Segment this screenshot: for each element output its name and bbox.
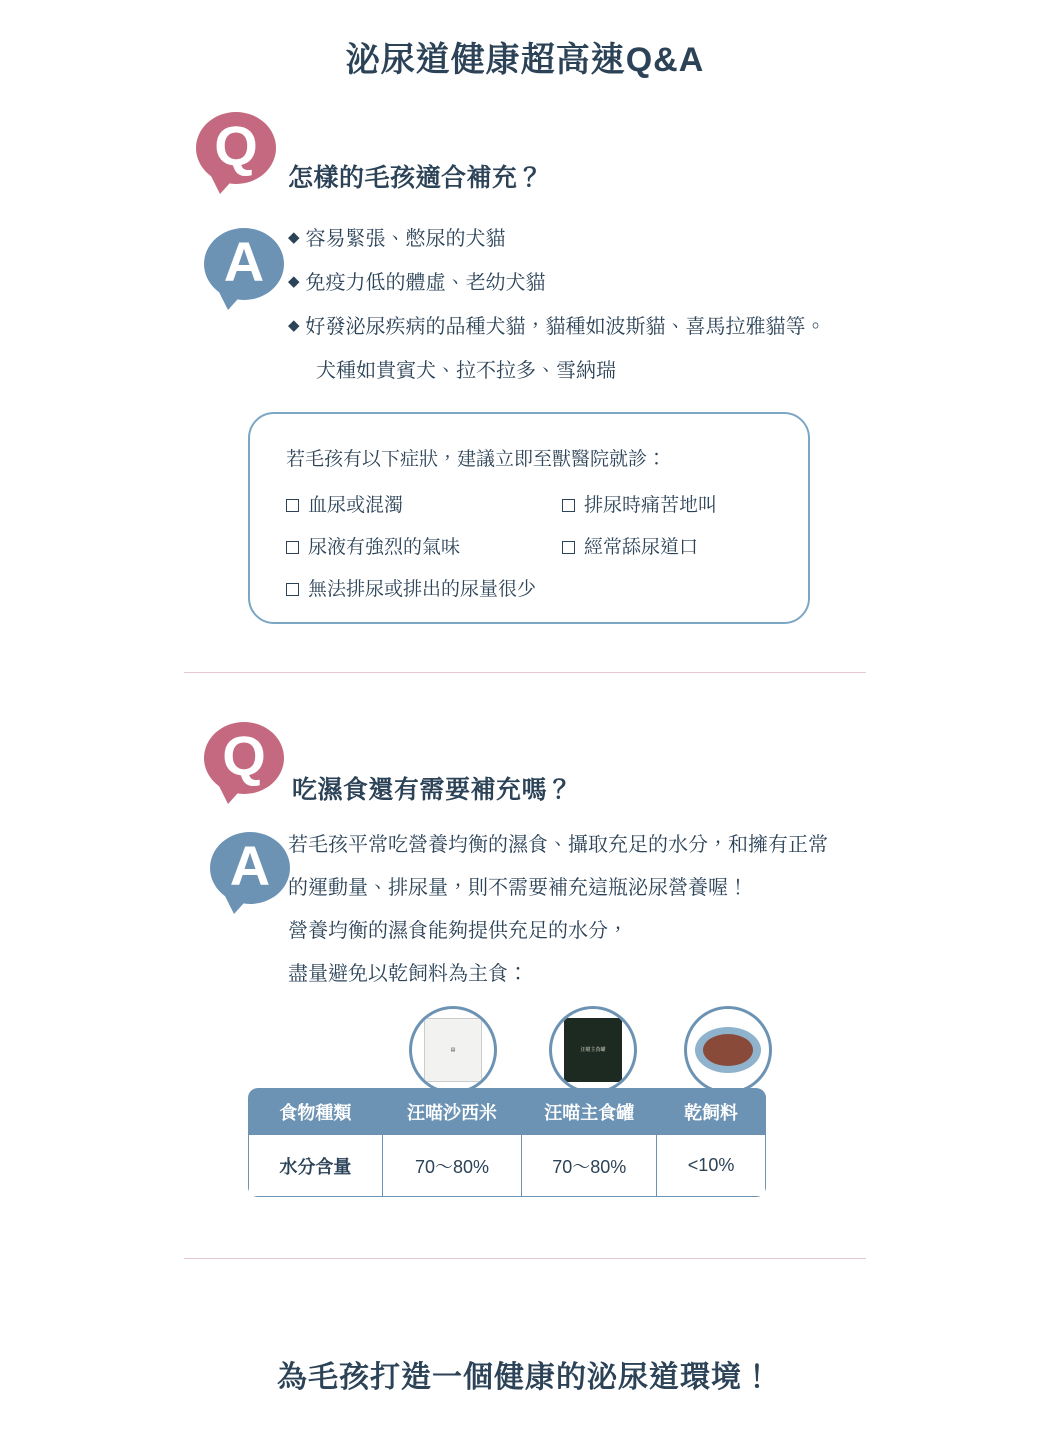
- table-cell: 70〜80%: [382, 1135, 522, 1197]
- page-title: 泌尿道健康超高速Q&A: [345, 41, 705, 79]
- question-bubble-1: [196, 112, 276, 184]
- section-divider-1: [184, 672, 866, 673]
- table-row-label: 水分含量: [249, 1135, 383, 1197]
- checkbox-icon[interactable]: [562, 541, 575, 554]
- product-image-sashimi: [409, 1006, 497, 1094]
- answer-item-label: 免疫力低的體虛、老幼犬貓: [305, 272, 546, 294]
- symptom-item-label: 無法排尿或排出的尿量很少: [308, 579, 537, 600]
- symptom-item: [286, 532, 460, 559]
- symptom-item-label: 血尿或混濁: [308, 495, 404, 516]
- symptom-item: [286, 490, 403, 517]
- answer-paragraph-2: [288, 824, 828, 996]
- diamond-bullet-icon: ◆: [288, 273, 300, 290]
- answer-bubble-1: [204, 228, 284, 300]
- symptom-box: [248, 412, 810, 624]
- sashimi-package-icon: ▤: [424, 1018, 482, 1082]
- water-content-table: [248, 1088, 766, 1197]
- answer-paragraph-line: 的運動量、排尿量，則不需要補充這瓶泌尿營養喔！: [288, 877, 748, 899]
- answer-bubble-letter-2: A: [229, 834, 271, 897]
- product-image-dry-food: [684, 1006, 772, 1094]
- answer-item: [288, 306, 826, 350]
- wet-can-package-icon: 汪喵主食罐: [564, 1018, 622, 1082]
- answer-item-label: 好發泌尿疾病的品種犬貓，貓種如波斯貓、喜馬拉雅貓等。: [305, 316, 826, 338]
- checkbox-icon[interactable]: [562, 499, 575, 512]
- table-header-cell: 汪喵沙西米: [382, 1089, 522, 1135]
- diamond-bullet-icon: ◆: [288, 317, 300, 334]
- answer-item: [288, 218, 826, 262]
- answer-item: [288, 262, 826, 306]
- table-header-cell: 汪喵主食罐: [522, 1089, 657, 1135]
- answer-item-continuation: 犬種如貴賓犬、拉不拉多、雪納瑞: [316, 360, 616, 382]
- symptom-item: [562, 490, 717, 517]
- question-bubble-2: [204, 722, 284, 794]
- answer-list-1: [288, 218, 826, 392]
- answer-item-label: 容易緊張、憋尿的犬貓: [305, 228, 506, 250]
- answer-paragraph-line: 營養均衡的濕食能夠提供充足的水分，: [288, 920, 628, 942]
- symptom-item-label: 經常舔尿道口: [584, 537, 699, 558]
- checkbox-icon[interactable]: [286, 541, 299, 554]
- section-divider-2: [184, 1258, 866, 1259]
- table-header-cell: 食物種類: [249, 1089, 383, 1135]
- diamond-bullet-icon: ◆: [288, 229, 300, 246]
- table-row: [249, 1135, 766, 1197]
- dry-food-bowl-icon: [695, 1027, 761, 1073]
- question-bubble-letter-1: Q: [214, 114, 258, 177]
- answer-paragraph-line: 盡量避免以乾飼料為主食：: [288, 963, 528, 985]
- symptom-item-label: 排尿時痛苦地叫: [584, 495, 718, 516]
- checkbox-icon[interactable]: [286, 499, 299, 512]
- answer-bubble-2: [210, 832, 290, 904]
- question-text-1: 怎樣的毛孩適合補充？: [288, 164, 544, 192]
- product-image-wet-can: [549, 1006, 637, 1094]
- answer-paragraph-line: 若毛孩平常吃營養均衡的濕食、攝取充足的水分，和擁有正常: [288, 834, 828, 856]
- checkbox-icon[interactable]: [286, 583, 299, 596]
- answer-bubble-letter-1: A: [223, 230, 265, 293]
- table-header-row: [249, 1089, 766, 1135]
- footer-slogan: 為毛孩打造一個健康的泌尿道環境！: [277, 1361, 773, 1394]
- kibble-icon: [703, 1034, 753, 1066]
- question-text-2: 吃濕食還有需要補充嗎？: [292, 776, 573, 804]
- table-header-cell: 乾飼料: [657, 1089, 766, 1135]
- table-cell: <10%: [657, 1135, 766, 1197]
- symptom-item-label: 尿液有強烈的氣味: [308, 537, 461, 558]
- symptom-item: [562, 532, 698, 559]
- symptom-item: [286, 574, 536, 601]
- question-bubble-letter-2: Q: [222, 724, 266, 787]
- symptom-box-title: 若毛孩有以下症狀，建議立即至獸醫院就診：: [286, 449, 667, 470]
- table-cell: 70〜80%: [522, 1135, 657, 1197]
